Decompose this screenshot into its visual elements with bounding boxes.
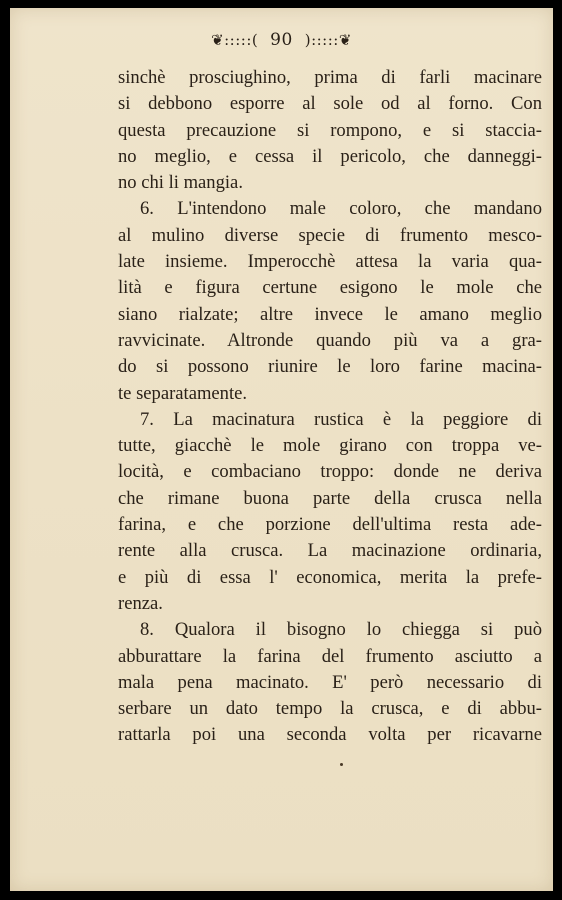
text-line: che rimane buona parte della crusca nella: [118, 487, 542, 509]
text-line: do si possono riunire le loro farine macina-: [118, 356, 542, 378]
text-line: rente alla crusca. La macinazione ordinaria,: [118, 540, 542, 562]
left-ornament: ❦:::::(: [211, 31, 259, 49]
text-line: 7. La macinatura rustica è la peggiore di: [140, 408, 542, 430]
text-line: al mulino diverse specie di frumento mesco-: [118, 224, 542, 246]
text-line: tutte, giacchè le mole girano con troppa ve-: [118, 435, 542, 457]
text-line: renza.: [118, 592, 163, 614]
text-line: 8. Qualora il bisogno lo chiegga si può: [140, 619, 542, 641]
text-line: locità, e combaciano troppo: donde ne deriva: [118, 461, 542, 483]
text-line: lità e figura certune esigono le mole che: [118, 277, 542, 299]
ink-speck: [340, 763, 343, 766]
text-line: no meglio, e cessa il pericolo, che danneggi-: [118, 145, 542, 167]
text-line: si debbono esporre al sole od al forno. Con: [118, 93, 542, 115]
right-ornament: ):::::❦: [304, 31, 352, 49]
text-line: mala pena macinato. E' però necessario di: [118, 671, 542, 693]
text-line: te separatamente.: [118, 382, 248, 404]
text-line: serbare un dato tempo la crusca, e di abbu-: [118, 698, 542, 720]
text-line: ravvicinate. Altronde quando più va a gra-: [118, 329, 542, 351]
text-line: e più di essa l' economica, merita la prefe-: [118, 566, 542, 588]
text-line: rattarla poi una seconda volta per ricavarne: [118, 724, 542, 746]
book-page: [10, 8, 553, 891]
text-line: abburattare la farina del frumento asciutto a: [118, 645, 542, 667]
page-number: 90: [270, 30, 293, 50]
text-line: siano rialzate; altre invece le amano meglio: [118, 303, 542, 325]
text-line: farina, e che porzione dell'ultima resta ade-: [118, 514, 542, 536]
text-line: sinchè prosciughino, prima di farli macinare: [118, 67, 542, 88]
body-text: [118, 65, 542, 749]
text-line: questa precauzione si rompono, e si staccia-: [118, 119, 542, 141]
page-header: [10, 30, 553, 50]
text-line: 6. L'intendono male coloro, che mandano: [140, 198, 542, 220]
text-line: no chi li mangia.: [118, 172, 243, 194]
text-line: late insieme. Imperocchè attesa la varia qua-: [118, 251, 542, 273]
